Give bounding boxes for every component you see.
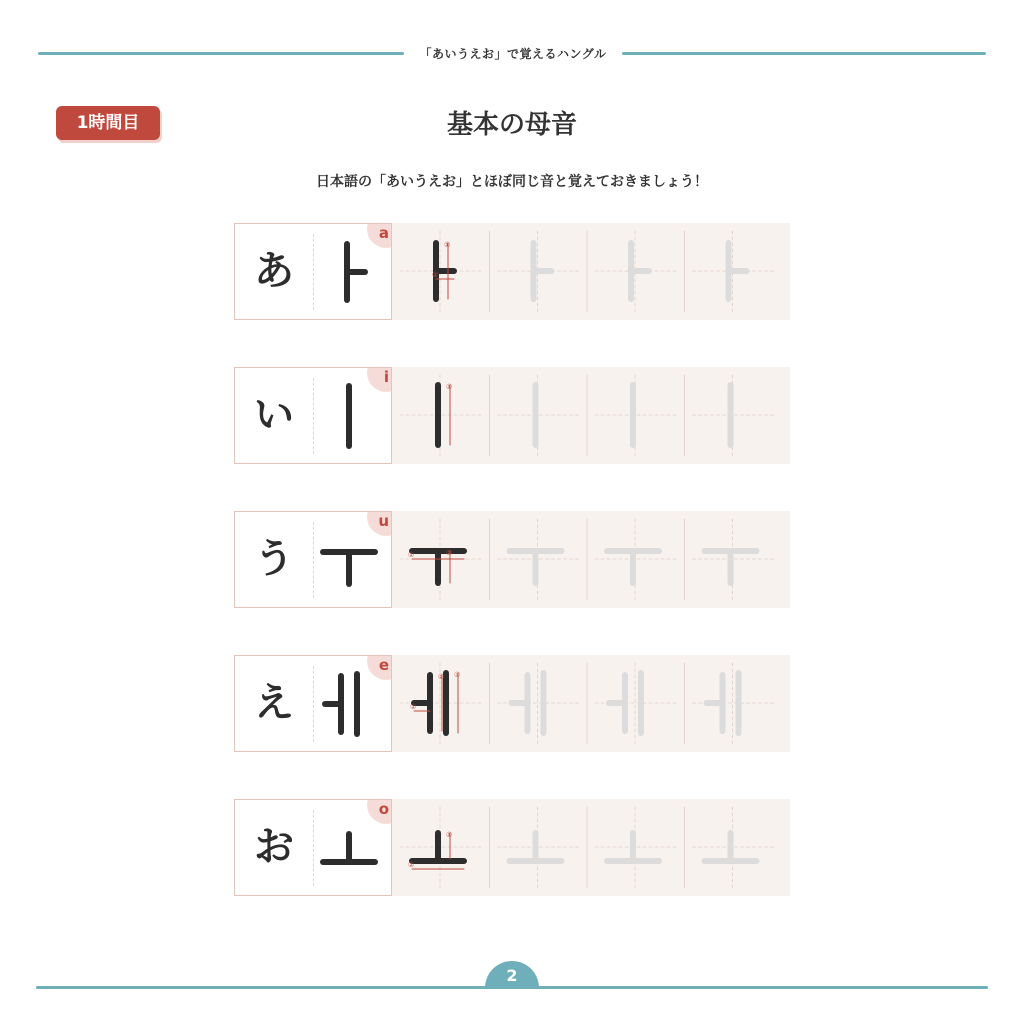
romaji-label: i [383,368,389,386]
vowel-row-e [234,655,790,752]
vowel-label-box [234,655,392,752]
stroke-order-number: ② [432,271,439,279]
page-subtitle: 日本語の「あいうえお」とほぼ同じ音と覚えておきましょう！ [316,174,708,190]
romaji-label: u [378,512,389,530]
stroke-order-number: ① [444,241,451,249]
header-rule-left [38,52,404,55]
romaji-label: e [378,656,389,674]
tracing-practice-area[interactable] [392,799,790,896]
book-title: 「あいうえお」で覚えるハングル [419,47,607,61]
tracing-grid [392,799,790,896]
kana-character: い [254,392,294,438]
vowel-row-o [234,799,790,896]
vowel-label-box [234,367,392,464]
tracing-grid [392,511,790,608]
vowel-row-i [234,367,790,464]
vowel-label-box [234,223,392,320]
vowel-row-u [234,511,790,608]
stroke-order-number: ① [446,831,453,839]
tracing-practice-area[interactable] [392,511,790,608]
vowel-row-a [234,223,790,320]
vowel-label-box [234,799,392,896]
tracing-grid [392,223,790,320]
romaji-label: a [378,224,389,242]
stroke-order-number: ③ [454,671,461,679]
page-title: 基本の母音 [446,110,577,140]
stroke-order-number: ① [408,551,415,559]
stroke-order-number: ① [446,383,453,391]
stroke-order-number: ① [410,703,417,711]
stroke-order-number: ② [408,861,415,869]
kana-character: お [254,824,294,870]
kana-character: え [254,680,294,726]
header-rule-right [622,52,986,55]
tracing-grid [392,367,790,464]
tracing-practice-area[interactable] [392,367,790,464]
kana-character: う [254,536,294,582]
tracing-practice-area[interactable] [392,223,790,320]
tracing-grid [392,655,790,752]
lesson-badge: 1時間目 [56,106,160,140]
kana-character: あ [254,248,294,294]
page-number: 2 [485,961,539,988]
stroke-order-number: ② [446,549,453,557]
romaji-label: o [378,800,389,818]
stroke-order-number: ② [438,673,445,681]
vowel-label-box [234,511,392,608]
tracing-practice-area[interactable] [392,655,790,752]
